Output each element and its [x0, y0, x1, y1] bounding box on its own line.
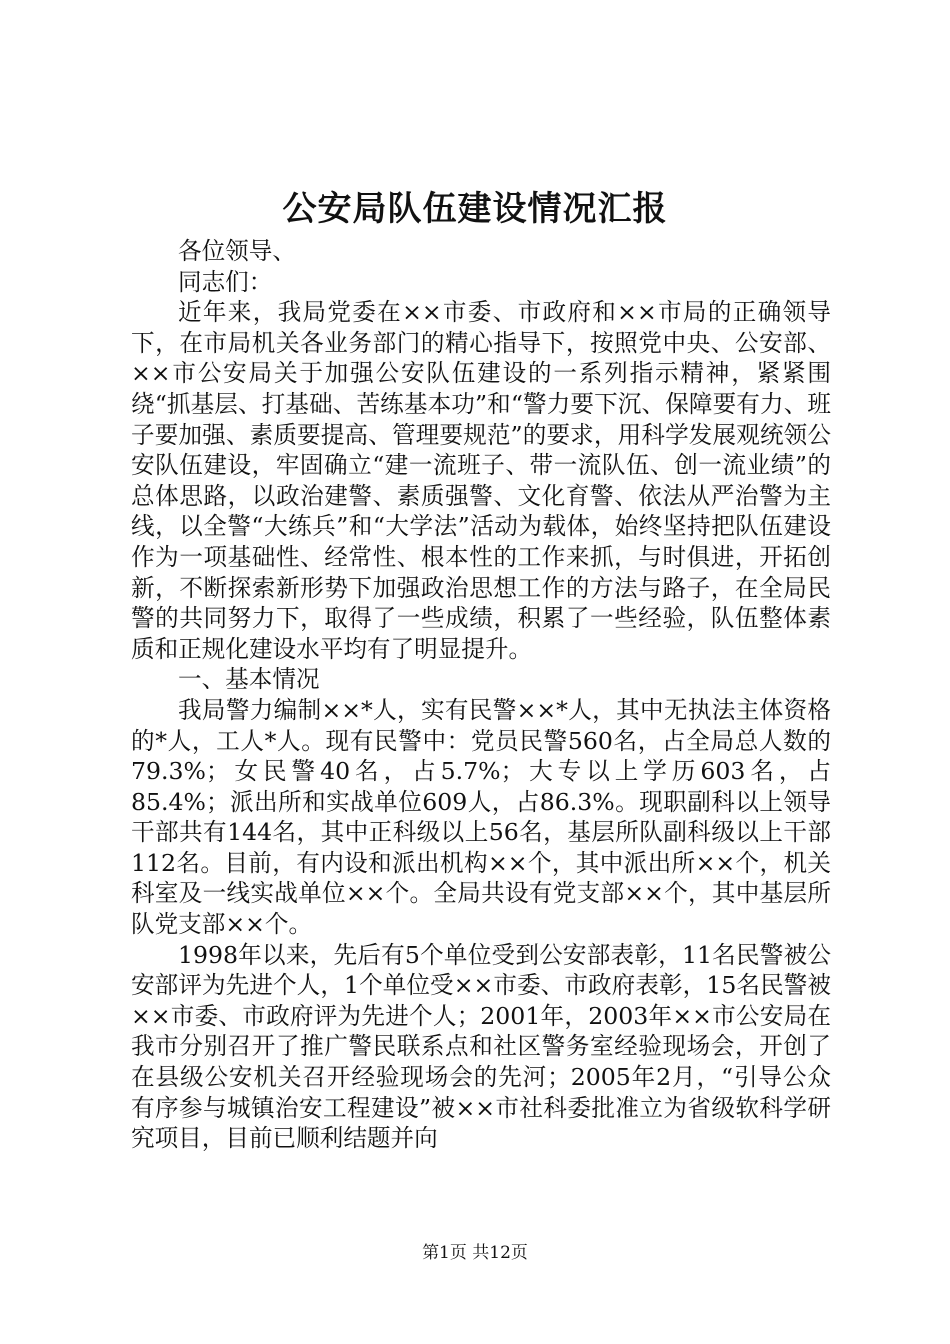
page-number-footer: 第1页 共12页	[422, 1243, 528, 1263]
document-body	[131, 236, 831, 1154]
salutation-leaders: 各位领导、	[178, 237, 296, 265]
honors-paragraph: 1998年以来，先后有5个单位受到公安部表彰，11名民警被公安部评为先进个人，1个单位受××市委、市政府表彰，15名民警被××市委、市政府评为先进个人；2001年，2003年××市公安局在我市分别召开了推广警民联系点和社区警务室经验现场会，开创了在县级公安机关召开经验现场会的先河；2005年2月，“引导公众有序参与城镇治安工程建设”被××市社科委批准立为省级软科学研究项目，目前已顺利结题并向	[131, 940, 831, 1153]
intro-paragraph: 近年来，我局党委在××市委、市政府和××市局的正确领导下，在市局机关各业务部门的精心指导下，按照党中央、公安部、××市公安局关于加强公安队伍建设的一系列指示精神，紧紧围绕“抓基层、打基础、苦练基本功”和“警力要下沉、保障要有力、班子要加强、素质要提高、管理要规范”的要求，用科学发展观统领公安队伍建设，牢固确立“建一流班子、带一流队伍、创一流业绩”的总体思路，以政治建警、素质强警、文化育警、依法从严治警为主线，以全警“大练兵”和“大学法”活动为载体，始终坚持把队伍建设作为一项基础性、经常性、根本性的工作来抓，与时俱进，开拓创新，不断探索新形势下加强政治思想工作的方法与路子，在全局民警的共同努力下，取得了一些成绩，积累了一些经验，队伍整体素质和正规化建设水平均有了明显提升。	[131, 298, 831, 663]
salutation-comrades: 同志们：	[178, 267, 273, 296]
staffing-paragraph: 我局警力编制××*人，实有民警××*人，其中无执法主体资格的*人，工人*人。现有民警中：党员民警560名，占全局总人数的79.3%；女民警40名，占5.7%；大专以上学历603名，占85.4%；派出所和实战单位609人，占86.3%。现职副科以上领导干部共有144名，其中正科级以上56名，基层所队副科级以上干部112名。目前，有内设和派出机构××个，其中派出所××个，机关科室及一线实战单位××个。全局共设有党支部××个，其中基层所队党支部××个。	[131, 695, 831, 939]
section-heading-basic-situation: 一、基本情况	[178, 665, 320, 694]
document-title: 公安局队伍建设情况汇报	[282, 189, 668, 229]
